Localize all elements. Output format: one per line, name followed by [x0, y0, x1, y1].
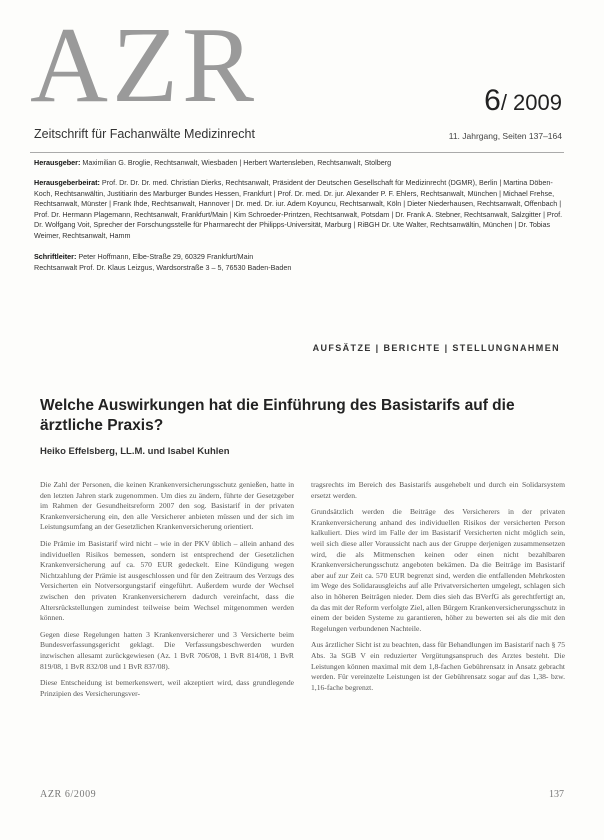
editors-text: Maximilian G. Broglie, Rechtsanwalt, Wiesbaden | Herbert Wartensleben, Rechtsanwalt, Stolberg [82, 158, 392, 167]
journal-logo: AZR [30, 6, 258, 125]
editorial-office [34, 252, 564, 273]
journal-subtitle: Zeitschrift für Fachanwälte Medizinrecht [34, 127, 255, 141]
paragraph: tragsrechts im Bereich des Basistarifs ausgehebelt und durch ein Solidarsystem ersetzt werden. [311, 480, 565, 500]
article-authors: Heiko Effelsberg, LL.M. und Isabel Kuhlen [40, 446, 230, 457]
paragraph: Diese Entscheidung ist bemerkenswert, weil akzeptiert wird, dass grundlegende Prinzipien des Versicherungsver- [40, 678, 294, 698]
paragraph: Die Zahl der Personen, die keinen Krankenversicherungsschutz genießen, hatte in den letzten Jahren stark zugenommen. Um dies zu ändern, führte der Gesetzgeber im Rahmen der Gesundheitsreform 2007 den sog. Basistarif in der privaten Krankenversicherung ein, den alle Versicherer anbieten müssen und der sich im Leistungsumfang an der Gesetzlichen Krankenversicherung orientiert. [40, 480, 294, 532]
advisory-label: Herausgeberbeirat: [34, 178, 100, 187]
paragraph: Grundsätzlich werden die Beiträge des Versicherers in der privaten Krankenversicherung anhand des individuellen Risikos der versicherten Person kalkuliert. Dies wird im Falle der im Basistarif Versicherten nicht möglich sein, weil sich diese aller Voraussicht nach aus der Gruppe derjenigen zusammensetzen wird, die als Mitmenschen keinen oder einen nicht bezahlbaren Krankenversicherungsschutz angeboten bekämen. Da die Beiträge im Basistarif aber auf zur Zeit ca. 570 EUR begrenzt sind, werden die entfallenden Mehrkosten im Wege des Solidarausgleichs auf alle Privatversicherten umgelegt, schlagen sich also in höheren Beiträgen nieder. Dem dies sieh das BVerfG als gerechtfertigt an, da das mit der Reform verfolgte Ziel, allen Bürgern Krankenversicherungsschutz in einem der beiden Systeme zu garantieren, höher zu bewerten sei als die mit den Regelungen verbundenen Nachteile. [311, 507, 565, 633]
paragraph: Aus ärztlicher Sicht ist zu beachten, dass für Behandlungen im Basistarif nach § 75 Abs. 3a SGB V ein reduzierter Vergütungsanspruch des Arztes besteht. Die Leistungen können maximal mit dem 1,8-fachen Gebührensatz in Ansatz gebracht werden. Für vereinzelte Leistungen ist der Gebührensatz sogar auf das 1,38- bzw. 1,16-fache begrenzt. [311, 640, 565, 692]
editorial-label: Schriftleiter: [34, 252, 77, 261]
paragraph: Die Prämie im Basistarif wird nicht – wie in der PKV üblich – allein anhand des individuellen Risikos bemessen, sondern ist entsprechend der Gesetzlichen Krankenversicherung auf ca. 570 EUR gedeckelt. Eine Kündigung wegen Nichtzahlung der Prämie ist ausgeschlossen und für den Zeitraum des Verzugs des Versicherten ein Notversorgungstarif eingeführt. Außerdem wurde der Wechsel zwischen den privaten Krankenversicherern dadurch vereinfacht, dass die Altersrückstellungen zumindest teilweise beim Wechsel mitgenommen werden können. [40, 538, 294, 623]
editorial-line2: Rechtsanwalt Prof. Dr. Klaus Leizgus, Wardsorstraße 3 – 5, 76530 Baden-Baden [34, 262, 292, 272]
article-left-column [40, 480, 294, 705]
article-right-column [311, 480, 565, 699]
page-number: 137 [549, 789, 564, 800]
issue-number-value: 6 [484, 84, 501, 117]
editorial-line1: Peter Hoffmann, Elbe-Straße 29, 60329 Frankfurt/Main [78, 252, 254, 261]
issue-year: / 2009 [500, 90, 562, 115]
paragraph: Gegen diese Regelungen hatten 3 Krankenversicherer und 3 Versicherte beim Bundesverfassungsgericht geklagt. Die Verfassungsbeschwerden wurden inzwischen allesamt zurückgewiesen (Az. 1 BvR 706/08, 1 BvR 814/08, 1 BvR 819/08, 1 BvR 832/08 und 1 BvR 837/08). [40, 629, 294, 671]
divider [30, 152, 564, 153]
editors-label: Herausgeber: [34, 158, 81, 167]
section-header: AUFSÄTZE | BERICHTE | STELLUNGNAHMEN [312, 343, 560, 353]
advisory-board [34, 178, 564, 241]
footer-journal-issue: AZR 6/2009 [40, 789, 97, 800]
advisory-text: Prof. Dr. Dr. Dr. med. Christian Dierks, Rechtsanwalt, Präsident der Deutschen Gesellschaft für Medizinrecht (DGMR), Berlin | Martina Döben-Koch, Rechtsanwältin, Justitiarin des Marburger Bundes Hessen, Frankfurt | Prof. Dr. med. Dr. jur. Alexander P. F. Ehlers, Rechtsanwalt, München | Michael Frehse, Rechtsanwalt, Münster | Frank Ihde, Rechtsanwalt, Hannover | Dr. med. Dr. iur. Adem Koyuncu, Rechtsanwalt, Köln | Dieter Niederhausen, Rechtsanwalt, Offenbach | Prof. Dr. Hermann Plagemann, Rechtsanwalt, Frankfurt/Main | Kim Schroeder-Printzen, Rechtsanwalt, Potsdam | Dr. Frank A. Stebner, Rechtsanwalt, Salzgitter | Prof. Dr. Wolfgang Voit, Sprecher der Forschungsstelle für Pharmarecht der Philipps-Universität, Marburg | RiBGH Dr. Ute Walter, Rechtsanwältin, München | Dr. Tobias Weimer, Rechtsanwalt, Hamm [34, 178, 563, 240]
editors-line [34, 158, 564, 169]
article-title: Welche Auswirkungen hat die Einführung des Basistarifs auf die ärztliche Praxis? [40, 397, 515, 434]
volume-info: 11. Jahrgang, Seiten 137–164 [448, 131, 562, 141]
issue-number [484, 84, 562, 118]
